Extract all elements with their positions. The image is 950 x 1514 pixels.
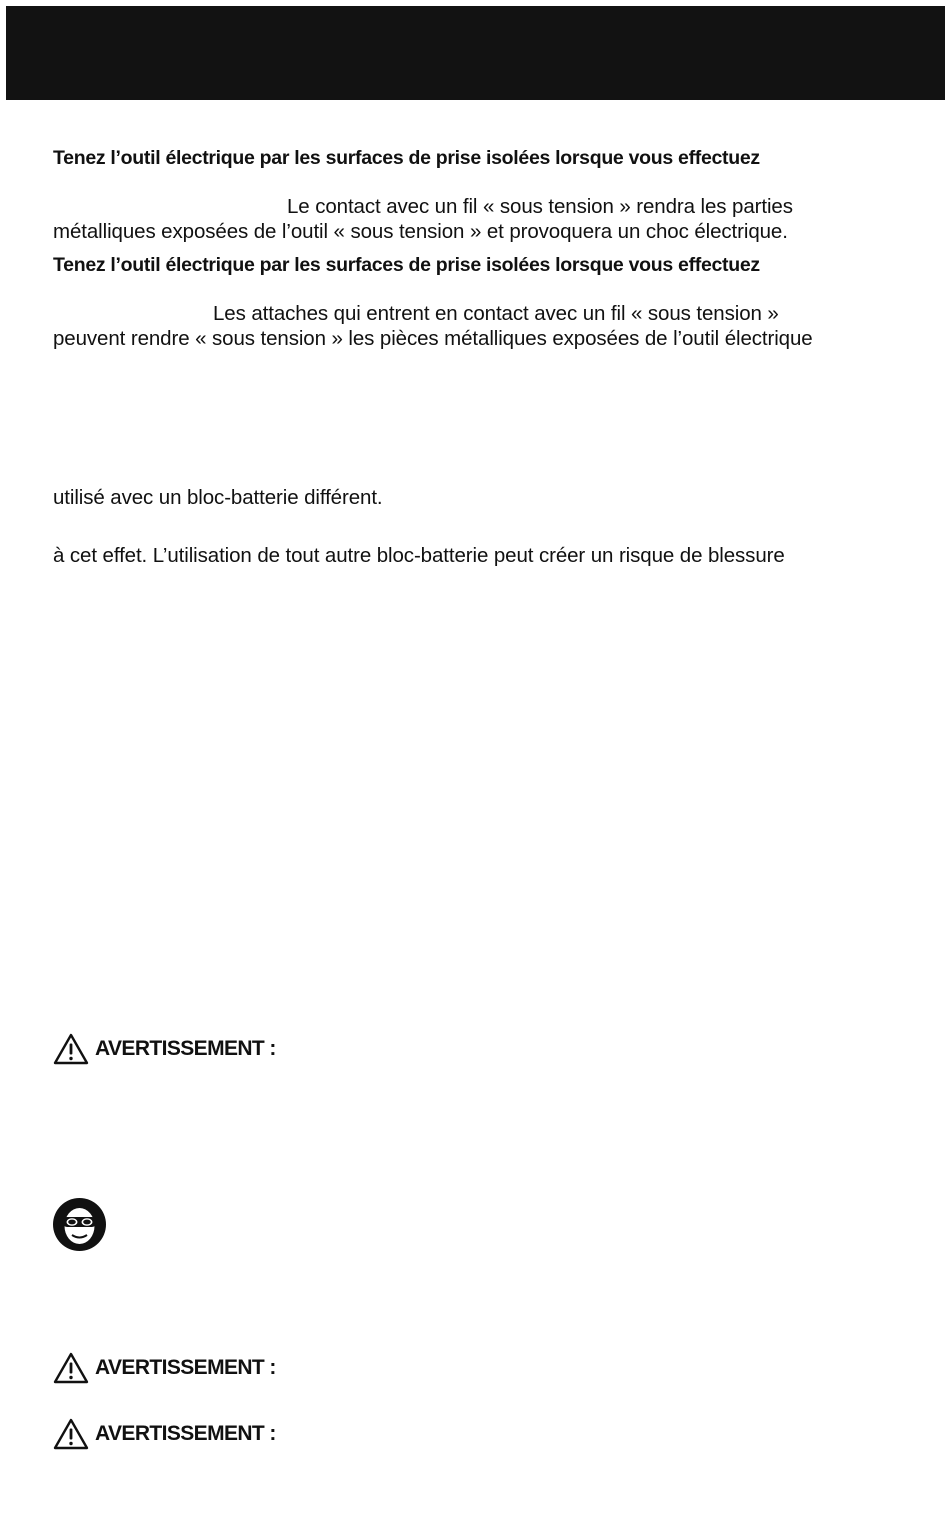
warning-triangle-icon (53, 1418, 89, 1450)
warning-label: AVERTISSEMENT : (95, 1037, 276, 1060)
paragraph-1-line-2: métalliques exposées de l’outil « sous tension » et provoquera un choc électrique. (53, 220, 788, 243)
paragraph-3-line: utilisé avec un bloc-batterie différent. (53, 486, 383, 509)
warning-heading-2 (53, 1351, 276, 1385)
warning-label: AVERTISSEMENT : (95, 1356, 276, 1379)
paragraph-2-line-2: peuvent rendre « sous tension » les pièces métalliques exposées de l’outil électrique (53, 327, 813, 350)
paragraph-1-line-1: Le contact avec un fil « sous tension » rendra les parties (287, 195, 793, 218)
warning-heading-3 (53, 1417, 276, 1451)
paragraph-2-line-1: Les attaches qui entrent en contact avec un fil « sous tension » (213, 302, 779, 325)
paragraph-1-heading: Tenez l’outil électrique par les surfaces de prise isolées lorsque vous effectuez (53, 147, 760, 169)
safety-goggles-icon (53, 1198, 106, 1251)
header-bar (6, 6, 945, 100)
paragraph-2-heading: Tenez l’outil électrique par les surfaces de prise isolées lorsque vous effectuez (53, 254, 760, 276)
warning-triangle-icon (53, 1033, 89, 1065)
paragraph-4-line: à cet effet. L’utilisation de tout autre bloc-batterie peut créer un risque de blessure (53, 544, 785, 567)
warning-heading-1 (53, 1032, 276, 1066)
warning-triangle-icon (53, 1352, 89, 1384)
warning-label: AVERTISSEMENT : (95, 1422, 276, 1445)
